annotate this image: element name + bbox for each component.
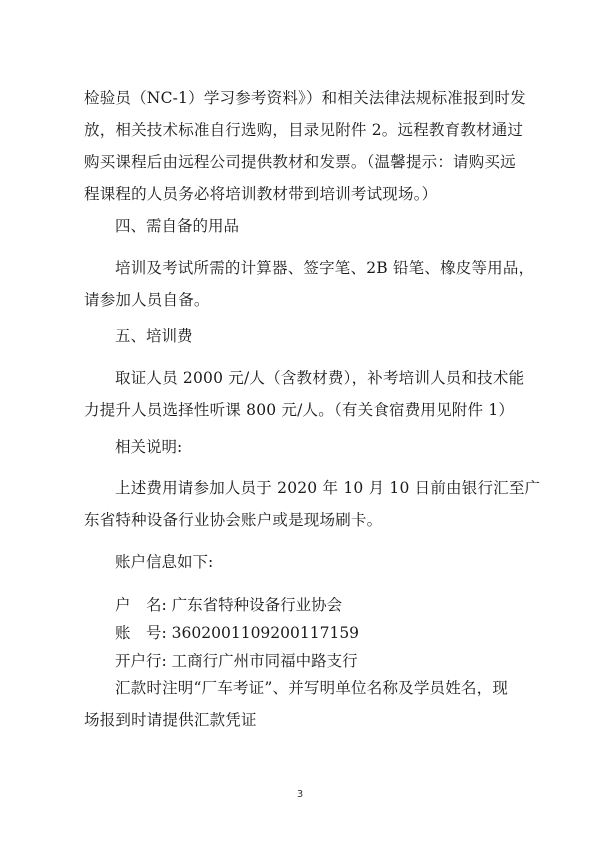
paragraph-line: 东省特种设备行业协会账户或是现场刷卡。	[84, 511, 383, 529]
account-bank-value: 工商行广州市同福中路支行	[171, 652, 358, 670]
section-heading-fees: 五、培训费	[115, 327, 193, 345]
paragraph-line: 培训及考试所需的计算器、签字笔、2B 铅笔、橡皮等用品，	[115, 259, 535, 277]
paragraph-remittance	[84, 672, 524, 736]
paragraph-line: 检验员（NC-1）学习参考资料》）和相关法律法规标准报到时发	[84, 89, 526, 107]
account-bank-label: 开户行:	[115, 652, 167, 670]
page-number: 3	[296, 789, 304, 800]
paragraph-line: 力提升人员选择性听课 800 元/人。（有关食宿费用见附件 1）	[84, 401, 515, 419]
section-heading-supplies: 四、需自备的用品	[115, 217, 240, 235]
account-name-label: 户 名:	[115, 596, 167, 614]
paragraph-line: 场报到时请提供汇款凭证	[84, 711, 257, 729]
paragraph-line: 取证人员 2000 元/人（含教材费），补考培训人员和技术能	[115, 369, 525, 387]
paragraph-line: 汇款时注明“厂车考证”、并写明单位名称及学员姓名，现	[115, 679, 509, 697]
paragraph-line: 放，相关技术标准自行选购，目录见附件 2。远程教育教材通过	[84, 121, 524, 139]
paragraph-supplies	[84, 252, 535, 316]
paragraph-materials	[84, 82, 524, 210]
account-name-row	[115, 593, 342, 617]
account-number-row	[115, 621, 359, 645]
account-intro: 账户信息如下:	[115, 553, 214, 571]
account-bank-row	[115, 649, 358, 673]
paragraph-line: 程课程的人员务必将培训教材带到培训考试现场。）	[84, 185, 438, 203]
account-name-value: 广东省特种设备行业协会	[171, 596, 343, 614]
paragraph-payment	[84, 472, 541, 536]
paragraph-fees	[84, 362, 524, 426]
paragraph-line: 请参加人员自备。	[84, 291, 210, 309]
account-number-value: 3602001109200117159	[171, 624, 360, 642]
notes-heading: 相关说明:	[115, 438, 183, 456]
account-number-label: 账 号:	[115, 624, 167, 642]
paragraph-line: 上述费用请参加人员于 2020 年 10 月 10 日前由银行汇至广	[115, 479, 541, 497]
paragraph-line: 购买课程后由远程公司提供教材和发票。（温馨提示：请购买远	[84, 153, 516, 171]
